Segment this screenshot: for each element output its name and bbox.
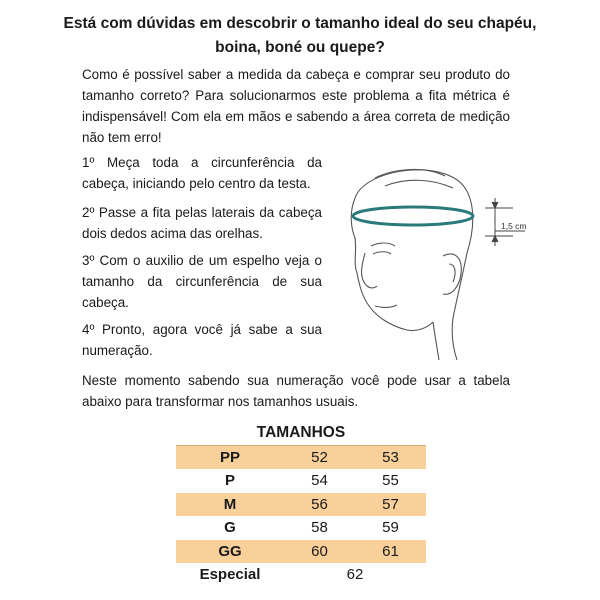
- size-label: P: [224, 472, 235, 490]
- size-label-special: Especial: [199, 566, 261, 584]
- size-label: GG: [176, 540, 284, 564]
- table-row: [176, 540, 426, 564]
- size-value-2: 59: [382, 519, 399, 537]
- size-table: [176, 421, 426, 587]
- size-value-2: 53: [355, 445, 426, 469]
- head-measurement-illustration: [335, 158, 535, 360]
- step-1: 1º Meça toda a circunferência da cabeça, iniciando pelo centro da testa.: [82, 155, 322, 191]
- title-line-2: boina, boné ou quepe?: [215, 39, 385, 56]
- size-value-2: 61: [355, 540, 426, 564]
- table-header-row: [176, 421, 426, 445]
- size-value-1: 56: [284, 493, 355, 517]
- size-value-1: 54: [311, 472, 328, 490]
- head-outline: [351, 169, 473, 360]
- table-row: [176, 493, 426, 517]
- size-label: M: [176, 493, 284, 517]
- tape-ellipse: [353, 207, 473, 225]
- page-title: [40, 12, 560, 60]
- size-value-1: 52: [284, 445, 355, 469]
- size-value-special: 62: [346, 566, 364, 584]
- step-4: 4º Pronto, agora você já sabe a sua numeração.: [82, 322, 322, 358]
- table-row: [176, 445, 426, 469]
- size-value-2: 55: [382, 472, 399, 490]
- size-value-2: 57: [355, 493, 426, 517]
- table-row-special: [176, 563, 426, 587]
- size-label: G: [224, 519, 236, 537]
- outro-paragraph: Neste momento sabendo sua numeração você pode usar a tabela abaixo para transformar nos tamanhos usuais.: [82, 373, 510, 409]
- table-row: [176, 469, 426, 493]
- step-2: 2º Passe a fita pelas laterais da cabeça dois dedos acima das orelhas.: [82, 205, 322, 241]
- title-line-1: Está com dúvidas em descobrir o tamanho ideal do seu chapéu,: [63, 15, 537, 32]
- measure-label: 1,5 cm: [501, 221, 527, 231]
- intro-paragraph: Como é possível saber a medida da cabeça e comprar seu produto do tamanho correto? Para solucionarmos este problema a fita métrica é indispensável! Com ela em mãos e sabendo a área correta de medição não tem erro!: [82, 67, 510, 145]
- table-row: [176, 516, 426, 540]
- table-header: TAMANHOS: [176, 421, 426, 445]
- size-label: PP: [176, 445, 284, 469]
- step-3: 3º Com o auxilio de um espelho veja o tamanho da circunferência de sua cabeça.: [82, 253, 322, 310]
- size-value-1: 58: [311, 519, 328, 537]
- size-value-1: 60: [284, 540, 355, 564]
